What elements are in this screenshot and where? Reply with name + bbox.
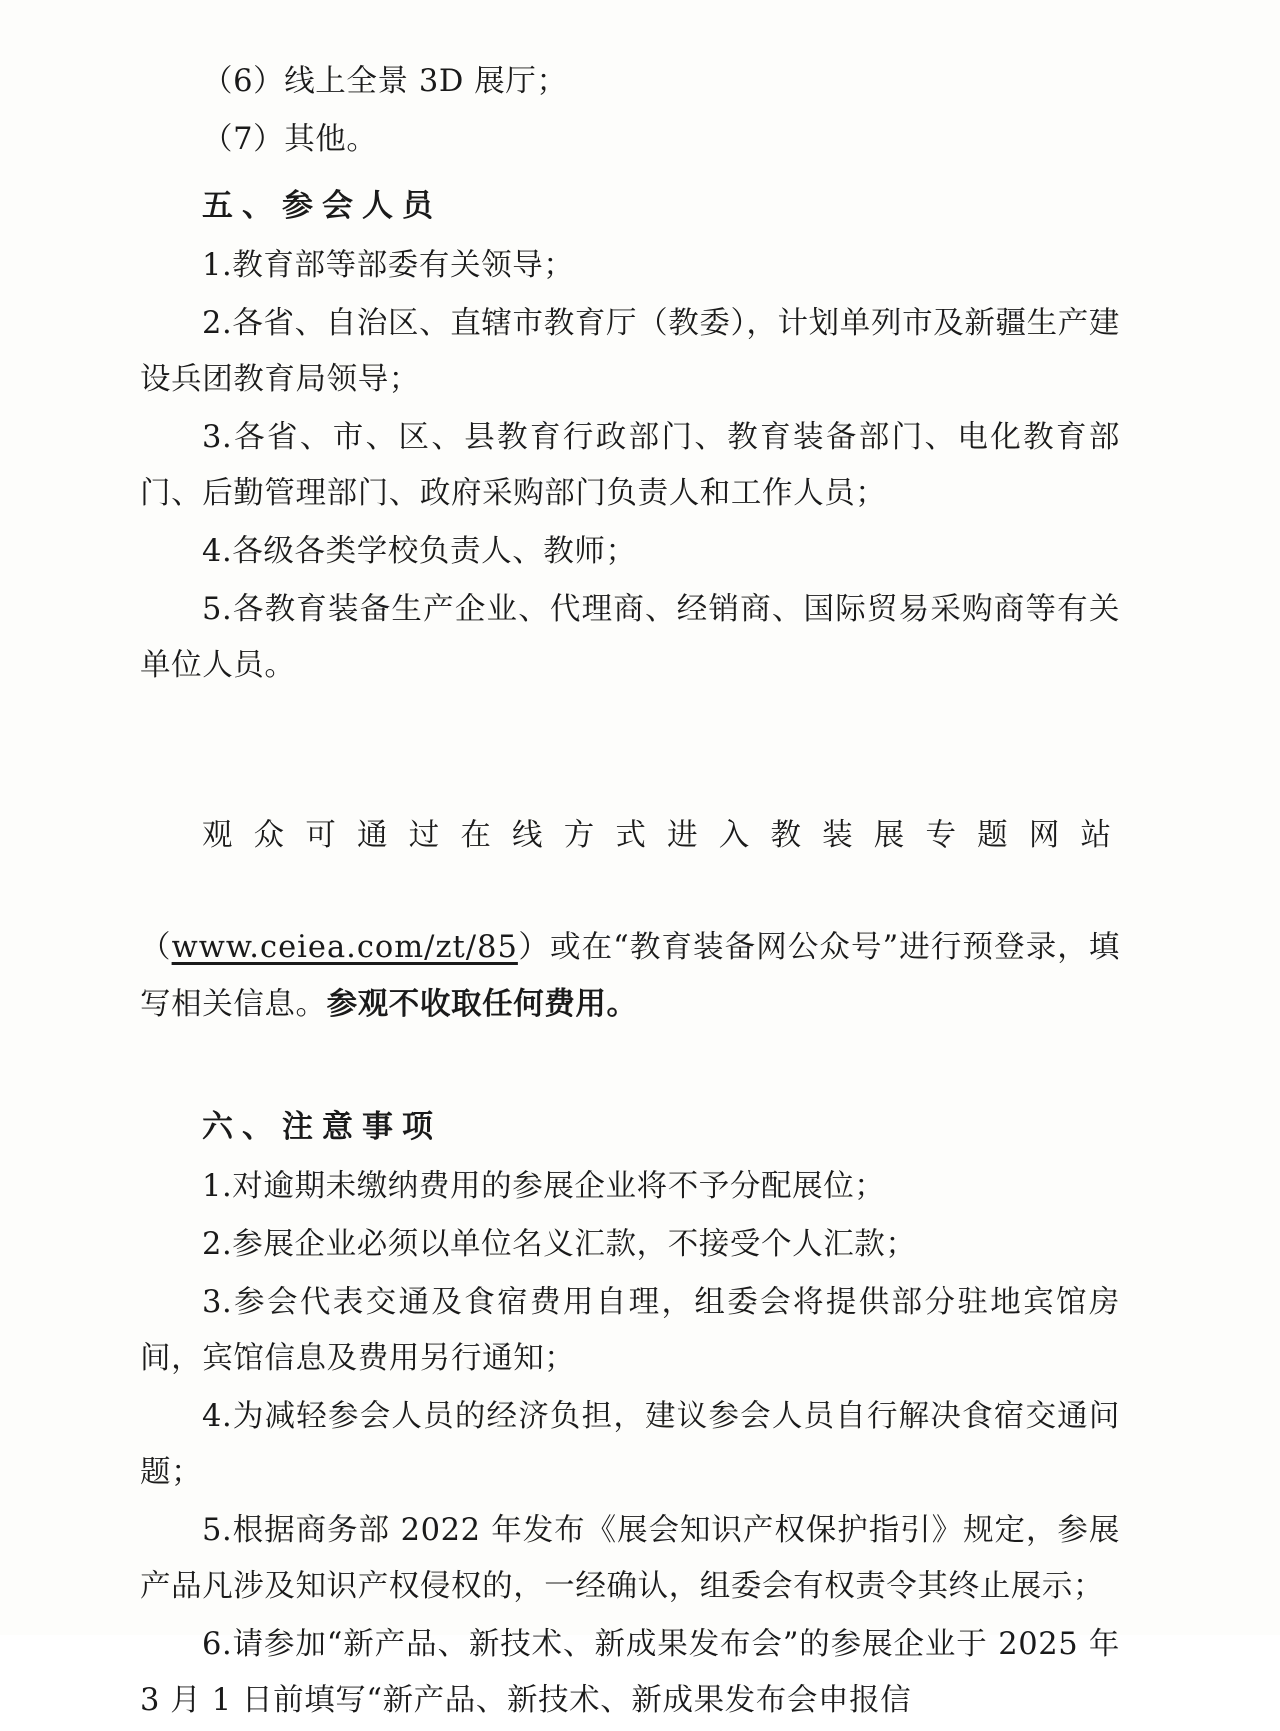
free-admission-note: 参观不收取任何费用。: [326, 986, 638, 1022]
audience-registration-paragraph: [140, 696, 1120, 1089]
audience-registration-line-2: ）或在“教育装备网公众号”进行预登录，: [517, 930, 1089, 965]
participant-item-3: 3.各省、市、区、县教育行政部门、教育装备部门、电化教育部门、后勤管理部门、政府采购部门负责人和工作人员；: [140, 420, 1120, 511]
audience-registration-line-1: 观众可通过在线方式进入教装展专题网站: [202, 818, 1120, 853]
registration-url[interactable]: www.ceiea.com/zt/85: [171, 930, 518, 965]
paren-open: （: [140, 930, 172, 965]
notice-item-5: 5.根据商务部 2022 年发布《展会知识产权保护指引》规定，参展产品凡涉及知识产权侵权的，一经确认，组委会有权责令其终止展示；: [140, 1513, 1120, 1604]
notice-item-1: 1.对逾期未缴纳费用的参展企业将不予分配展位；: [202, 1169, 886, 1204]
audience-registration-line-3: 填写相关信息。: [140, 930, 1120, 1022]
list-item-7: （7）其他。: [202, 122, 378, 157]
document-body: [140, 54, 1131, 1731]
notice-item-3: 3.参会代表交通及食宿费用自理，组委会将提供部分驻地宾馆房间，宾馆信息及费用另行通知；: [140, 1285, 1120, 1376]
participant-item-2: 2.各省、自治区、直辖市教育厅（教委），计划单列市及新疆生产建设兵团教育局领导；: [140, 306, 1120, 397]
notice-item-2: 2.参展企业必须以单位名义汇款，不接受个人汇款；: [202, 1227, 917, 1262]
participant-item-5: 5.各教育装备生产企业、代理商、经销商、国际贸易采购商等有关单位人员。: [140, 592, 1120, 683]
participant-item-1: 1.教育部等部委有关领导；: [202, 248, 575, 283]
notice-item-6: 6.请参加“新产品、新技术、新成果发布会”的参展企业于 2025 年 3 月 1 日前填写“新产品、新技术、新成果发布会申报信: [140, 1627, 1131, 1718]
section-heading-six: 六、注意事项: [202, 1109, 442, 1145]
notice-item-4: 4.为减轻参会人员的经济负担，建议参会人员自行解决食宿交通问题；: [140, 1399, 1120, 1490]
list-item-6: （6）线上全景 3D 展厅；: [202, 64, 568, 99]
participant-item-4: 4.各级各类学校负责人、教师；: [202, 534, 637, 569]
section-heading-five: 五、参会人员: [202, 188, 442, 224]
